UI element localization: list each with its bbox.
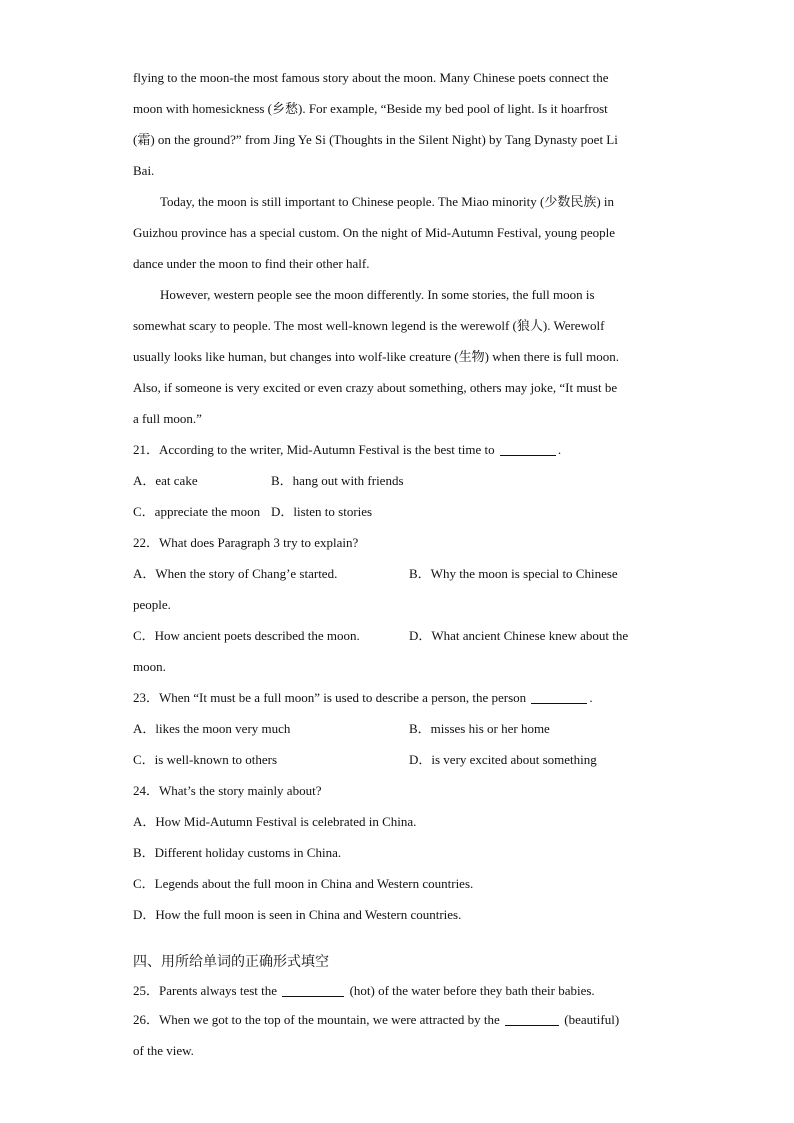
paragraph-line: a full moon.” — [133, 411, 202, 426]
paragraph-line: Today, the moon is still important to Chinese people. The Miao minority (少数民族) in — [160, 194, 615, 209]
question-stem-text: 21．According to the writer, Mid-Autumn Festival is the best time to — [133, 442, 495, 457]
paragraph-line: Bai. — [133, 163, 155, 178]
paragraph-line: somewhat scary to people. The most well-known legend is the werewolf (狼人). Werewolf — [133, 318, 605, 333]
option-row — [133, 496, 661, 527]
paragraph-4 — [133, 279, 661, 434]
option-row — [133, 465, 661, 496]
question-stem-end: . — [589, 690, 593, 705]
question-stem-end: (hot) of the water before they bath their babies. — [349, 983, 595, 998]
page-content — [133, 62, 661, 1066]
option-a[interactable]: A．eat cake — [133, 473, 198, 488]
question-stem — [133, 1004, 661, 1035]
paragraph-line: (霜) on the ground?” from Jing Ye Si (Thoughts in the Silent Night) by Tang Dynasty poet Li — [133, 132, 618, 147]
paragraph-line: However, western people see the moon differently. In some stories, the full moon is — [160, 287, 595, 302]
option-c[interactable]: C．appreciate the moon — [133, 504, 261, 519]
question-stem: 22．What does Paragraph 3 try to explain? — [133, 535, 359, 550]
option-b[interactable]: B．Why the moon is special to Chinese — [409, 566, 618, 581]
question-stem-text: 23．When “It must be a full moon” is used to describe a person, the person — [133, 690, 527, 705]
option-d[interactable]: D．is very excited about something — [409, 752, 597, 767]
paragraph-line: Guizhou province has a special custom. On the night of Mid-Autumn Festival, young people — [133, 225, 615, 240]
option-a[interactable]: A．likes the moon very much — [133, 721, 291, 736]
question-26 — [133, 1004, 661, 1066]
option-b[interactable]: B．hang out with friends — [271, 473, 404, 488]
option-b[interactable]: B．misses his or her home — [409, 721, 550, 736]
option-row — [133, 558, 661, 589]
option-a[interactable]: A．When the story of Chang’e started. — [133, 566, 338, 581]
question-stem-text: 25．Parents always test the — [133, 983, 278, 998]
question-23 — [133, 682, 661, 775]
paragraph-line: usually looks like human, but changes into wolf-like creature (生物) when there is full moon. — [133, 349, 619, 364]
option-a[interactable]: A．How Mid-Autumn Festival is celebrated in China. — [133, 814, 417, 829]
option-c[interactable]: C．Legends about the full moon in China and Western countries. — [133, 876, 474, 891]
answer-blank[interactable] — [531, 702, 587, 704]
answer-blank[interactable] — [282, 995, 344, 997]
option-row — [133, 744, 661, 775]
option-c[interactable]: C．How ancient poets described the moon. — [133, 628, 360, 643]
question-22 — [133, 527, 661, 682]
question-stem-continued: of the view. — [133, 1043, 194, 1058]
question-stem-end: . — [557, 442, 562, 457]
paragraph-line: Also, if someone is very excited or even crazy about something, others may joke, “It must be — [133, 380, 618, 395]
option-b[interactable]: B．Different holiday customs in China. — [133, 845, 342, 860]
option-b-continued: people. — [133, 597, 171, 612]
option-row — [133, 620, 661, 651]
section-heading: 四、用所给单词的正确形式填空 — [133, 954, 329, 970]
answer-blank[interactable] — [500, 454, 556, 456]
option-row — [133, 713, 661, 744]
option-d-continued: moon. — [133, 659, 166, 674]
option-c[interactable]: C．is well-known to others — [133, 752, 278, 767]
paragraph-line: flying to the moon-the most famous story about the moon. Many Chinese poets connect the — [133, 70, 609, 85]
question-stem-end: (beautiful) — [564, 1012, 620, 1027]
paragraph-line: dance under the moon to find their other half. — [133, 256, 370, 271]
question-stem: 24．What’s the story mainly about? — [133, 783, 322, 798]
question-25 — [133, 978, 661, 1004]
paragraph-2 — [133, 62, 661, 186]
question-stem-text: 26．When we got to the top of the mountain, we were attracted by the — [133, 1012, 500, 1027]
question-21 — [133, 434, 661, 527]
paragraph-3 — [133, 186, 661, 279]
question-stem — [133, 434, 661, 465]
option-d[interactable]: D．What ancient Chinese knew about the — [409, 628, 629, 643]
option-d[interactable]: D．How the full moon is seen in China and Western countries. — [133, 907, 462, 922]
question-24 — [133, 775, 661, 930]
answer-blank[interactable] — [505, 1024, 559, 1026]
paragraph-line: moon with homesickness (乡愁). For example, “Beside my bed pool of light. Is it hoarfrost — [133, 101, 608, 116]
option-d[interactable]: D．listen to stories — [271, 504, 373, 519]
question-stem — [133, 682, 661, 713]
